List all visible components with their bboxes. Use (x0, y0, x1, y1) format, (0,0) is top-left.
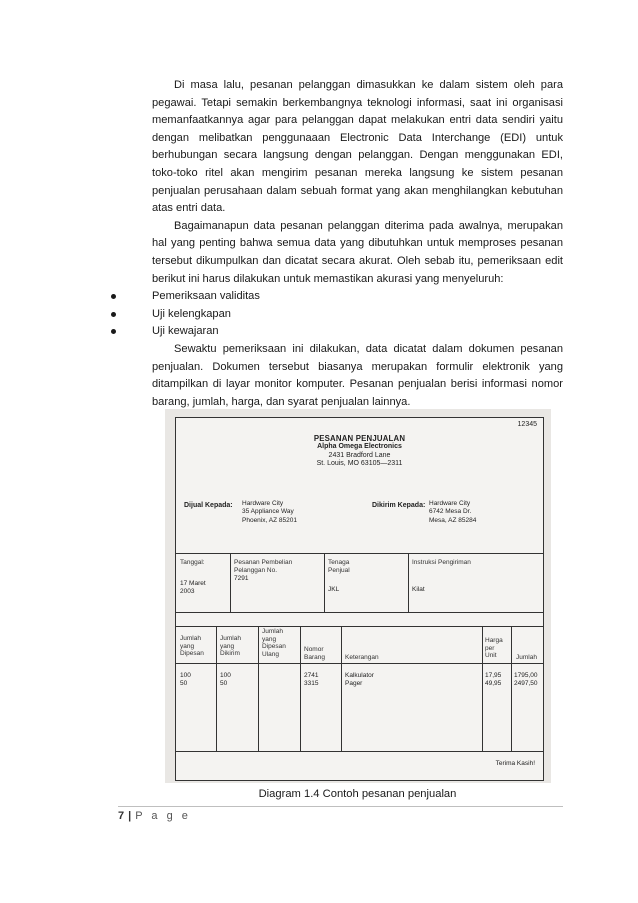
divider (176, 626, 543, 627)
bullet-item: Pemeriksaan validitas (152, 288, 563, 306)
bullet-item: Uji kewajaran (152, 323, 563, 341)
po-label: Pesanan Pembelian Pelanggan No. (234, 559, 293, 574)
body-text (152, 77, 563, 411)
company-city: St. Louis, MO 63105—2311 (316, 460, 403, 468)
page-label: P a g e (135, 810, 191, 822)
po-value: 7291 (234, 575, 249, 582)
page-footer (118, 810, 191, 822)
qty-shipped-values: 100 50 (220, 672, 231, 687)
form-number: 12345 (517, 421, 537, 428)
divider (408, 553, 409, 612)
salesperson-label: Tenaga Penjual (328, 559, 350, 574)
col-header-unit-price: Harga per Unit (485, 637, 503, 660)
col-header-qty-shipped: Jumlah yang Dikirim (220, 635, 241, 658)
divider (482, 626, 483, 751)
divider (216, 626, 217, 751)
date-value: 17 Maret 2003 (180, 580, 206, 595)
company-street: 2431 Bradford Lane (328, 451, 391, 459)
divider (176, 612, 543, 613)
col-header-amount: Jumlah (516, 654, 537, 661)
divider (324, 553, 325, 612)
ship-to-label: Dikirim Kepada: (372, 502, 426, 509)
salesperson-value: JKL (328, 586, 340, 593)
footer-separator: | (128, 810, 132, 822)
bullet-icon (111, 294, 116, 299)
divider (176, 663, 543, 664)
company-name: Alpha Omega Electronics (317, 443, 402, 451)
col-header-description: Keterangan (345, 654, 379, 661)
bullet-icon (111, 312, 116, 317)
bullet-list (152, 288, 563, 341)
bullet-icon (111, 329, 116, 334)
paragraph-3: Sewaktu pemeriksaan ini dilakukan, data dicatat dalam dokumen pesanan penjualan. Dokumen tersebut biasanya merupakan formulir elektronik yang ditampilkan di layar monitor komputer. Pesanan penjualan berisi informasi nomor barang, jumlah, harga, dan syarat penjualan lainnya. (152, 342, 563, 408)
divider (258, 626, 259, 751)
sales-order-form (175, 417, 544, 781)
divider (176, 751, 543, 752)
qty-ordered-values: 100 50 (180, 672, 191, 687)
divider (300, 626, 301, 751)
shipping-instruction-label: Instruksi Pengiriman (412, 559, 471, 566)
thank-you-note: Terima Kasih! (495, 760, 535, 767)
divider (511, 626, 512, 751)
bullet-item: Uji kelengkapan (152, 306, 563, 324)
date-label: Tanggal: (180, 559, 205, 566)
sales-order-figure (165, 409, 551, 783)
page-number: 7 (118, 810, 125, 822)
divider (341, 626, 342, 751)
ship-to-address: Hardware City 6742 Mesa Dr. Mesa, AZ 85284 (429, 500, 477, 524)
col-header-qty-backordered: Jumlah yang Dipesan Ulang (262, 628, 286, 658)
amount-values: 1795,00 2497,50 (514, 672, 538, 687)
col-header-item-number: Nomor Barang (304, 646, 325, 661)
footer-divider (118, 806, 563, 807)
col-header-qty-ordered: Jumlah yang Dipesan (180, 635, 204, 658)
sold-to-label: Dijual Kepada: (184, 502, 233, 509)
paragraph-1: Di masa lalu, pesanan pelanggan dimasukkan ke dalam sistem oleh para pegawai. Tetapi semakin berkembangnya teknologi informasi, saat ini organisasi memanfaatkannya agar para pelanggan dapat melakukan entri data sendiri yaitu dengan melibatkan penggunaaan Electronic Data Interchange (EDI) untuk berhubungan secara langsung dengan pelanggan. Dengan menggunakan EDI, toko-toko ritel akan mengirim pesanan mereka langsung ke sistem pesanan penjualan perusahaan dalam sebuah format yang akan menghilangkan kebutuhan atas entri data. (152, 79, 563, 215)
form-header (176, 435, 543, 469)
paragraph-2: Bagaimanapun data pesanan pelanggan diterima pada awalnya, merupakan hal yang penting bahwa semua data yang dibutuhkan untuk memproses pesanan tersebut dikumpulkan dan dicatat secara akurat. Oleh sebab itu, pemeriksaan edit berikut ini harus dilakukan untuk memastikan akurasi yang menyeluruh: (152, 219, 563, 285)
unit-price-values: 17,95 49,95 (485, 672, 502, 687)
shipping-instruction-value: Kilat (412, 586, 425, 593)
item-number-values: 2741 3315 (304, 672, 319, 687)
description-values: Kalkulator Pager (345, 672, 374, 687)
figure-caption: Diagram 1.4 Contoh pesanan penjualan (258, 788, 457, 800)
divider (230, 553, 231, 612)
sold-to-address: Hardware City 35 Appliance Way Phoenix, AZ 85201 (242, 500, 297, 524)
form-title: PESANAN PENJUALAN (313, 434, 406, 443)
